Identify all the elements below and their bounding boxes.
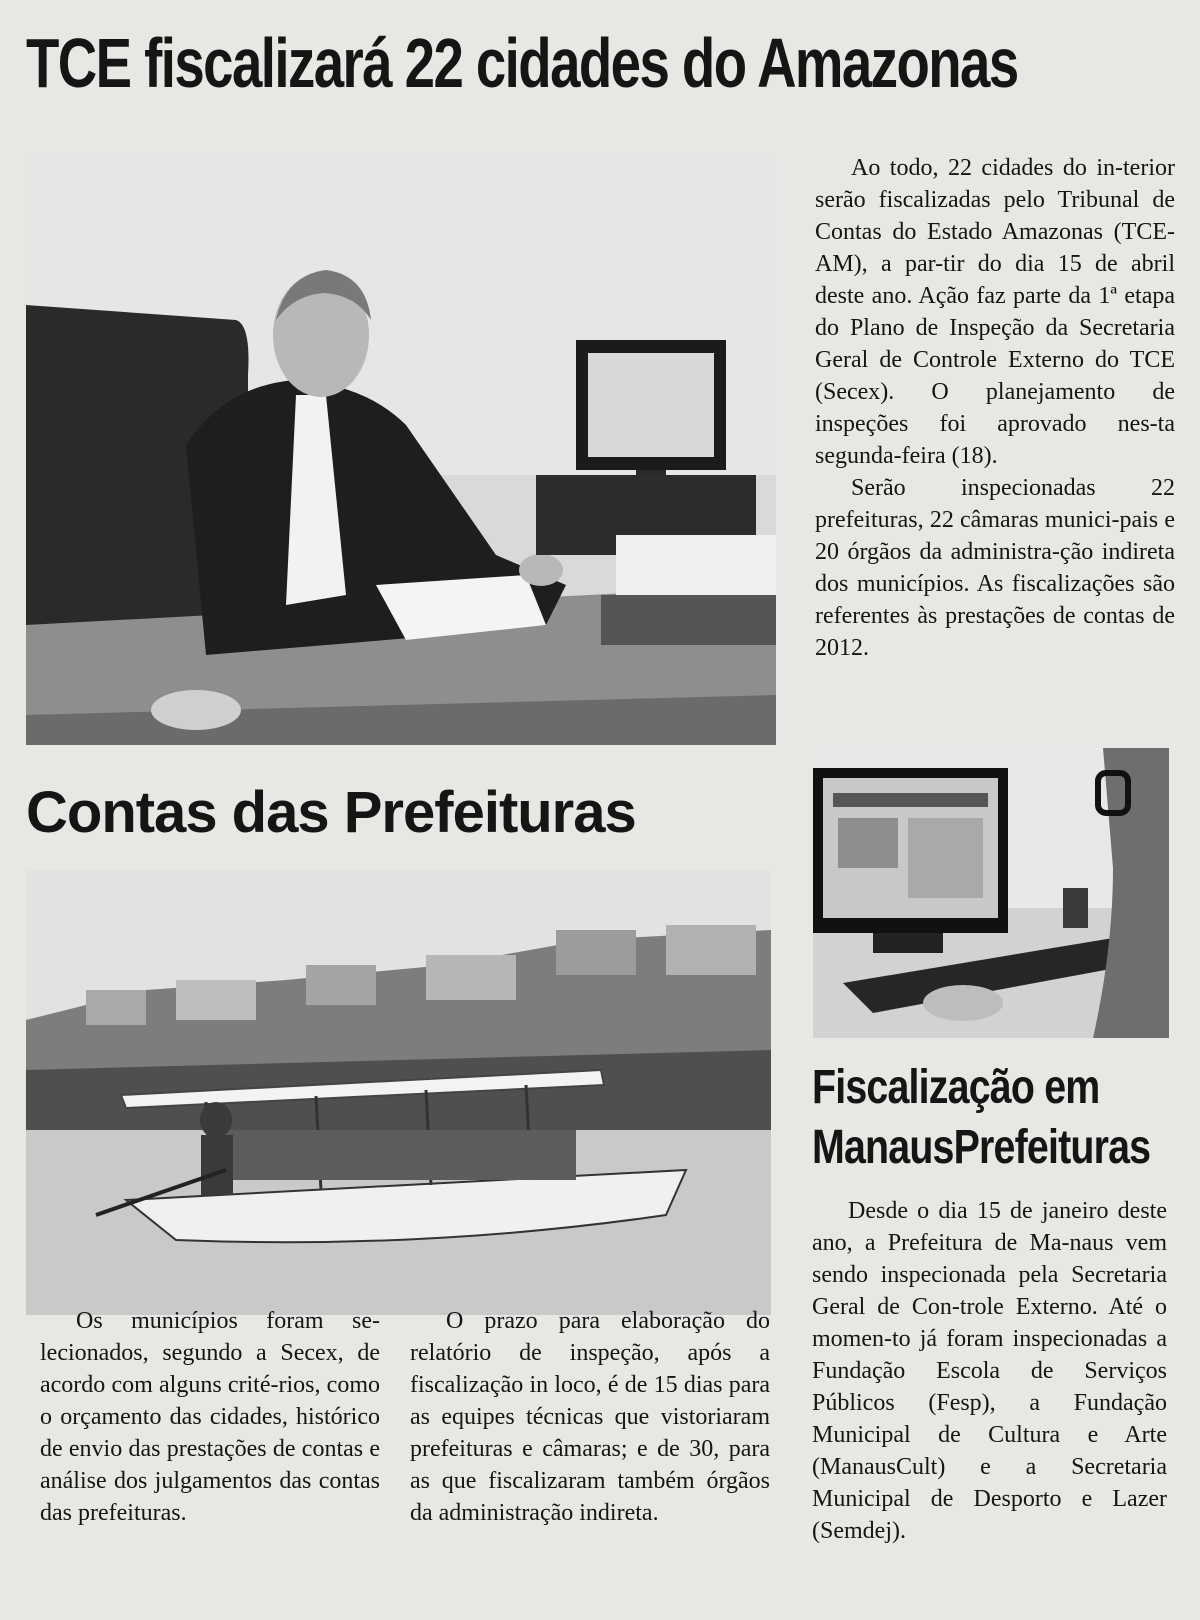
section-heading-fiscalizacao: [812, 1058, 1150, 1178]
section-heading-line: Fiscalização em: [812, 1061, 1100, 1114]
article-column-bottom-right: [812, 1195, 1167, 1547]
article-paragraph: Ao todo, 22 cidades do in-terior serão fiscalizadas pelo Tribunal de Contas do Estado Amazonas (TCE-AM), a par-tir do dia 15 de abril deste ano. Ação faz parte da 1ª etapa do Plano de Inspeção da Secretaria Geral de Controle Externo do TCE (Secex). O planejamento de inspeções foi aprovado nes-ta segunda-feira (18).: [815, 155, 1175, 469]
headline: TCE fiscalizará 22 cidades do Amazonas: [26, 24, 1018, 102]
article-column-top: [815, 152, 1175, 664]
article-paragraph: O prazo para elaboração do relatório de inspeção, após a fiscalização in loco, é de 15 dias para as equipes técnicas que vistoriaram prefeituras e câmaras; e de 30, para as que fiscalizaram também órgãos da administração indireta.: [410, 1308, 770, 1526]
article-column-bottom-middle: [410, 1305, 770, 1529]
article-paragraph: Desde o dia 15 de janeiro deste ano, a Prefeitura de Ma-naus vem sendo inspecionada pela Secretaria Geral de Con-trole Externo. Até o momen-to já foram inspecionadas a Fundação Escola de Serviços Públicos (Fesp), a Fundação Municipal de Cultura e Arte (ManausCult) e a Secretaria Municipal de Desporto e Lazer (Semdej).: [812, 1198, 1167, 1544]
computer-photo: [813, 748, 1169, 1038]
section-heading-contas: Contas das Prefeituras: [26, 780, 636, 845]
office-photo: [26, 155, 776, 745]
boat-photo: [26, 870, 771, 1315]
article-paragraph: Serão inspecionadas 22 prefeituras, 22 câmaras munici-pais e 20 órgãos da administra-ção indireta dos municípios. As fiscalizações são referentes às prestações de contas de 2012.: [815, 475, 1175, 661]
article-column-bottom-left: [40, 1305, 380, 1529]
section-heading-line: ManausPrefeituras: [812, 1121, 1151, 1174]
article-paragraph: Os municípios foram se-lecionados, segundo a Secex, de acordo com alguns crité-rios, como o orçamento das cidades, histórico de envio das prestações de contas e análise dos julgamentos das contas das prefeituras.: [40, 1308, 380, 1526]
